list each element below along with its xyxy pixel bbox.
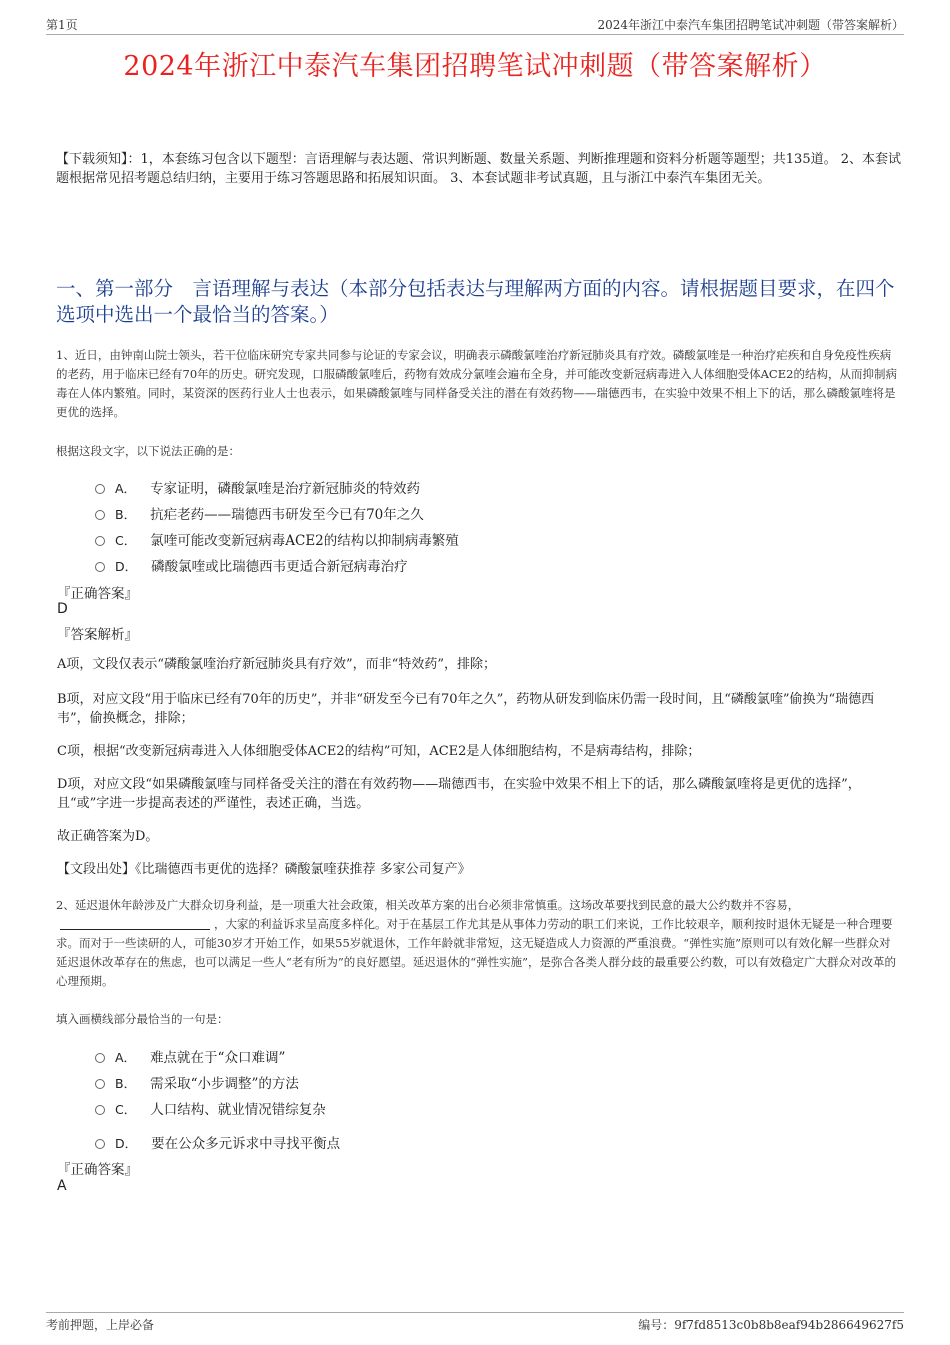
footer-doc-id: 编号：9f7fd8513c0b8b8eaf94b286649627f5 (638, 1318, 904, 1332)
q1-analysis-a: A项，文段仅表示“磷酸氯喹治疗新冠肺炎具有疗效”，而非“特效药”，排除； (57, 657, 496, 672)
q1-option-a[interactable]: A． 专家证明，磷酸氯喹是治疗新冠肺炎的特效药 (95, 477, 420, 497)
page-header (46, 14, 904, 35)
q2-answer-label: 『正确答案』 (57, 1162, 138, 1178)
radio-icon[interactable] (95, 484, 105, 494)
q1-analysis-conclusion: 故正确答案为D。 (57, 829, 159, 844)
q2-option-c[interactable]: C． 人口结构、就业情况错综复杂 (95, 1098, 326, 1118)
q1-analysis-c: C项，根据“改变新冠病毒进入人体细胞受体ACE2的结构”可知，ACE2是人体细胞结构，不是病毒结构，排除； (57, 744, 701, 759)
question-2-prompt: 填入画横线部分最恰当的一句是： (56, 1012, 229, 1026)
radio-icon[interactable] (95, 536, 105, 546)
q2-option-a[interactable]: A． 难点就在于“众口难调” (95, 1046, 285, 1066)
q1-answer-label: 『正确答案』 (57, 586, 138, 602)
footer-slogan: 考前押题，上岸必备 (46, 1318, 155, 1332)
page-footer (46, 1312, 904, 1333)
header-doc-title: 2024年浙江中泰汽车集团招聘笔试冲刺题（带答案解析） (597, 18, 904, 32)
q1-analysis-d: D项，对应文段“如果磷酸氯喹与同样备受关注的潜在有效药物——瑞德西韦，在实验中效果不相上下的话，那么磷酸氯喹将是更优的选择”，且“或”字进一步提高表述的严谨性，表述正确，当选。 (57, 777, 861, 811)
q1-option-c[interactable]: C． 氯喹可能改变新冠病毒ACE2的结构以抑制病毒繁殖 (95, 529, 459, 549)
q1-option-d[interactable]: D． 磷酸氯喹或比瑞德西韦更适合新冠病毒治疗 (95, 555, 408, 575)
q1-analysis-b: B项，对应文段“用于临床已经有70年的历史”，并非“研发至今已有70年之久”，药物从研发到临床仍需一段时间，且“磷酸氯喹”偷换为“瑞德西韦”，偷换概念，排除； (57, 692, 875, 726)
radio-icon[interactable] (95, 1139, 105, 1149)
q2-answer: A (57, 1178, 67, 1194)
radio-icon[interactable] (95, 510, 105, 520)
radio-icon[interactable] (95, 1105, 105, 1115)
question-2-text: 2、延迟退休年龄涉及广大群众切身利益，是一项重大社会政策，相关改革方案的出台必须非常慎重。这场改革要找到民意的最大公约数并不容易，，大家的利益诉求呈高度多样化。对于在基层工作尤其是从事体力劳动的职工们来说，工作比较艰辛，顺利按时退休无疑是一种合理要求。而对于一些读研的人，可能30岁才开始工作，如果55岁就退休，工作年龄就非常短，这无疑造成人力资源的严重浪费。“弹性实施”原则可以有效化解一些群众对延迟退休改革存在的焦虑，也可以满足一些人“老有所为”的良好愿望。延迟退休的“弹性实施”，是弥合各类人群分歧的最重要公约数，可以有效稳定广大群众对改革的心理预期。 (56, 898, 897, 988)
q1-analysis-label: 『答案解析』 (57, 627, 138, 643)
page-title: 2024年浙江中泰汽车集团招聘笔试冲刺题（带答案解析） (123, 51, 827, 82)
radio-icon[interactable] (95, 1079, 105, 1089)
q2-option-b[interactable]: B． 需采取“小步调整”的方法 (95, 1072, 299, 1092)
q1-option-b[interactable]: B． 抗疟老药——瑞德西韦研发至今已有70年之久 (95, 503, 424, 523)
q1-source: 【文段出处】《比瑞德西韦更优的选择？磷酸氯喹获推荐 多家公司复产》 (57, 862, 471, 877)
question-1-text: 1、近日，由钟南山院士领头，若干位临床研究专家共同参与论证的专家会议，明确表示磷酸氯喹治疗新冠肺炎具有疗效。磷酸氯喹是一种治疗疟疾和自身免疫性疾病的老药，用于临床已经有70年的历史。研究发现，口服磷酸氯喹后，药物有效成分氯喹会遍布全身，并可能改变新冠病毒进入人体细胞受体ACE2的结构，从而抑制病毒在人体内繁殖。同时，某资深的医药行业人士也表示，如果磷酸氯喹与同样备受关注的潜在有效药物——瑞德西韦，在实验中效果不相上下的话，那么磷酸氯喹将是更优的选择。 (56, 348, 897, 419)
section-heading: 一、第一部分 言语理解与表达（本部分包括表达与理解两方面的内容。请根据题目要求，在四个选项中选出一个最恰当的答案。） (56, 277, 895, 326)
q1-answer: D (57, 601, 68, 617)
question-1-prompt: 根据这段文字，以下说法正确的是： (56, 444, 240, 458)
q2-option-d[interactable]: D． 要在公众多元诉求中寻找平衡点 (95, 1132, 340, 1152)
page-number: 第1页 (46, 18, 78, 32)
radio-icon[interactable] (95, 562, 105, 572)
radio-icon[interactable] (95, 1053, 105, 1063)
fill-blank (60, 917, 210, 930)
download-notice: 【下载须知】：1，本套练习包含以下题型：言语理解与表达题、常识判断题、数量关系题、判断推理题和资料分析题等题型；共135道。 2、本套试题根据常见招考题总结归纳，主要用于练习答题思路和拓展知识面。 3、本套试题非考试真题，且与浙江中泰汽车集团无关。 (56, 152, 901, 186)
